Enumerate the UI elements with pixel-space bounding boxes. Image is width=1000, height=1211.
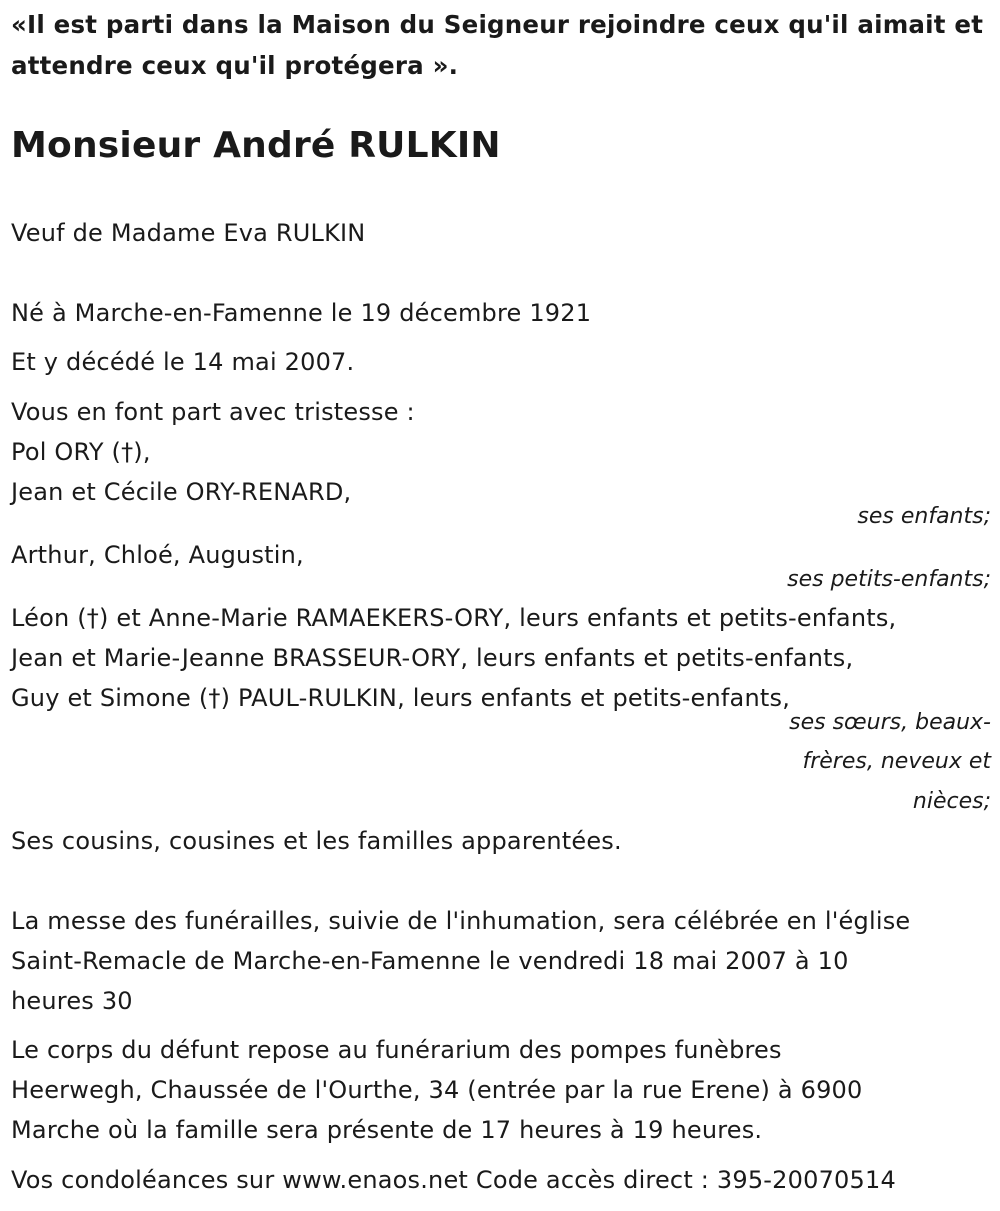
child-line: Pol ORY (†), xyxy=(11,438,151,466)
children-role: ses enfants; xyxy=(857,504,991,529)
deceased-name: Monsieur André RULKIN xyxy=(11,125,501,166)
siblings-role-line: ses sœurs, beaux- xyxy=(789,710,991,735)
grandchildren-line: Arthur, Chloé, Augustin, xyxy=(11,541,304,569)
mass-line: heures 30 xyxy=(11,987,133,1015)
child-line: Jean et Cécile ORY-RENARD, xyxy=(11,478,352,506)
grandchildren-role: ses petits-enfants; xyxy=(787,567,991,592)
body-rest-line: Heerwegh, Chaussée de l'Ourthe, 34 (entrée par la rue Erene) à 6900 xyxy=(11,1076,863,1104)
widower-line: Veuf de Madame Eva RULKIN xyxy=(11,219,366,247)
announcement-intro: Vous en font part avec tristesse : xyxy=(11,398,415,426)
siblings-role-line: nièces; xyxy=(912,789,991,814)
sibling-line: Jean et Marie-Jeanne BRASSEUR-ORY, leurs enfants et petits-enfants, xyxy=(11,644,854,672)
death-line: Et y décédé le 14 mai 2007. xyxy=(11,348,355,376)
body-rest-line: Marche où la famille sera présente de 17 heures à 19 heures. xyxy=(11,1116,763,1144)
siblings-role-line: frères, neveux et xyxy=(802,749,991,774)
sibling-line: Guy et Simone (†) PAUL-RULKIN, leurs enfants et petits-enfants, xyxy=(11,684,791,712)
quote-line-1: «Il est parti dans la Maison du Seigneur rejoindre ceux qu'il aimait et xyxy=(11,10,984,39)
mass-line: La messe des funérailles, suivie de l'inhumation, sera célébrée en l'église xyxy=(11,907,911,935)
sibling-line: Léon (†) et Anne-Marie RAMAEKERS-ORY, leurs enfants et petits-enfants, xyxy=(11,604,897,632)
body-rest-line: Le corps du défunt repose au funérarium des pompes funèbres xyxy=(11,1036,782,1064)
cousins-line: Ses cousins, cousines et les familles apparentées. xyxy=(11,827,622,855)
condolences-line: Vos condoléances sur www.enaos.net Code accès direct : 395-20070514 xyxy=(11,1166,896,1194)
mass-line: Saint-Remacle de Marche-en-Famenne le vendredi 18 mai 2007 à 10 xyxy=(11,947,849,975)
quote-line-2: attendre ceux qu'il protégera ». xyxy=(11,51,459,80)
birth-line: Né à Marche-en-Famenne le 19 décembre 1921 xyxy=(11,299,592,327)
